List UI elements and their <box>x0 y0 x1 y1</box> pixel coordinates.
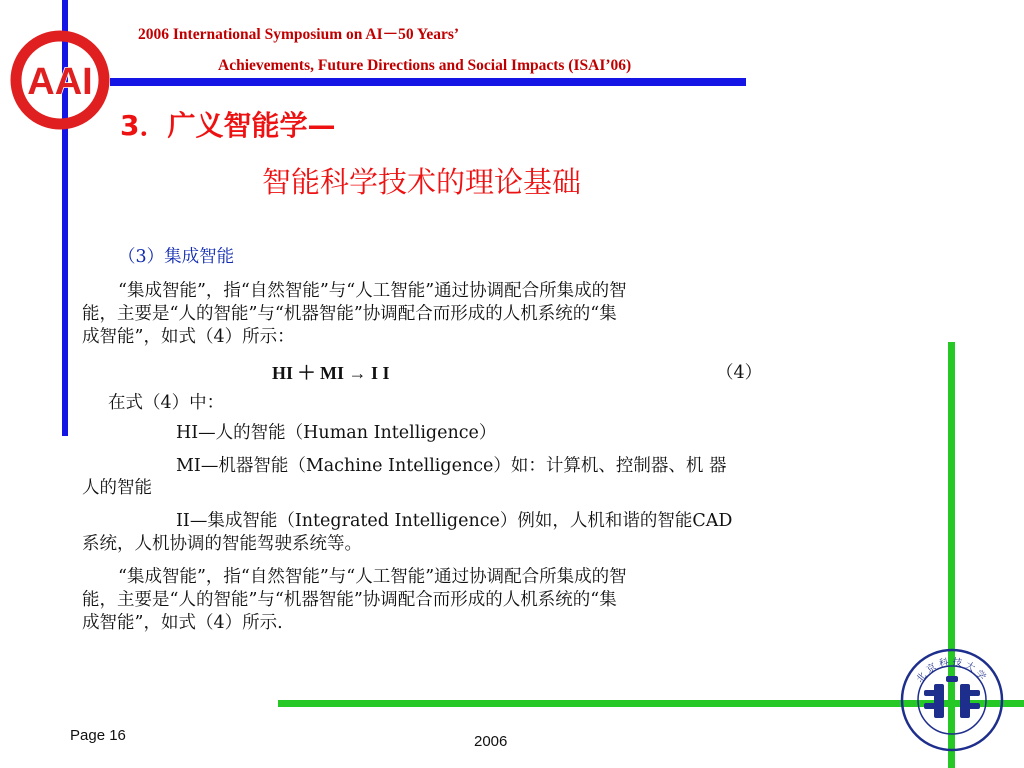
definition-mi: MI—机器智能（Machine Intelligence）如：计算机、控制器、机 器 <box>176 456 727 476</box>
definition-hi: HI—人的智能（Human Intelligence） <box>176 423 497 443</box>
para2-line: 能，主要是“人的智能”与“机器智能”协调配合而形成的人机系统的“集 <box>82 590 617 610</box>
page-number: Page 16 <box>70 727 126 744</box>
slide-subtitle: 智能科学技术的理论基础 <box>262 165 582 199</box>
footer-year: 2006 <box>474 733 508 750</box>
seal-emblem-icon <box>924 676 980 718</box>
definition-mi-cont: 人的智能 <box>82 478 152 498</box>
para1-line: “集成智能”，指“自然智能”与“人工智能”通过协调配合所集成的智 <box>118 281 627 301</box>
aai-logo <box>10 30 110 130</box>
definition-ii-cont: 系统，人机协调的智能驾驶系统等。 <box>82 534 362 554</box>
header-line-2: Achievements, Future Directions and Social Impacts (ISAI’06) <box>218 57 632 74</box>
top-rule <box>110 78 746 86</box>
slide-title: 3．广义智能学— <box>120 109 336 142</box>
seal-text: 北京科技大学 <box>914 656 990 685</box>
header-line-1: 2006 International Symposium on AI－50 Years’ <box>138 26 460 43</box>
where-line: 在式（4）中： <box>108 393 225 413</box>
para2-line: 成智能”，如式（4）所示. <box>82 613 283 633</box>
para2-line: “集成智能”，指“自然智能”与“人工智能”通过协调配合所集成的智 <box>118 567 627 587</box>
logo-text: AAI <box>27 61 93 103</box>
section-heading: （3）集成智能 <box>118 247 235 267</box>
para1-line: 成智能”，如式（4）所示： <box>82 327 295 347</box>
university-seal <box>900 648 1004 752</box>
definition-ii: II—集成智能（Integrated Intelligence）例如，人机和谐的智能CAD <box>176 511 733 531</box>
formula-number: （4） <box>716 363 763 383</box>
para1-line: 能，主要是“人的智能”与“机器智能”协调配合而形成的人机系统的“集 <box>82 304 617 324</box>
formula: HI ＋ MI → I I <box>272 363 390 383</box>
